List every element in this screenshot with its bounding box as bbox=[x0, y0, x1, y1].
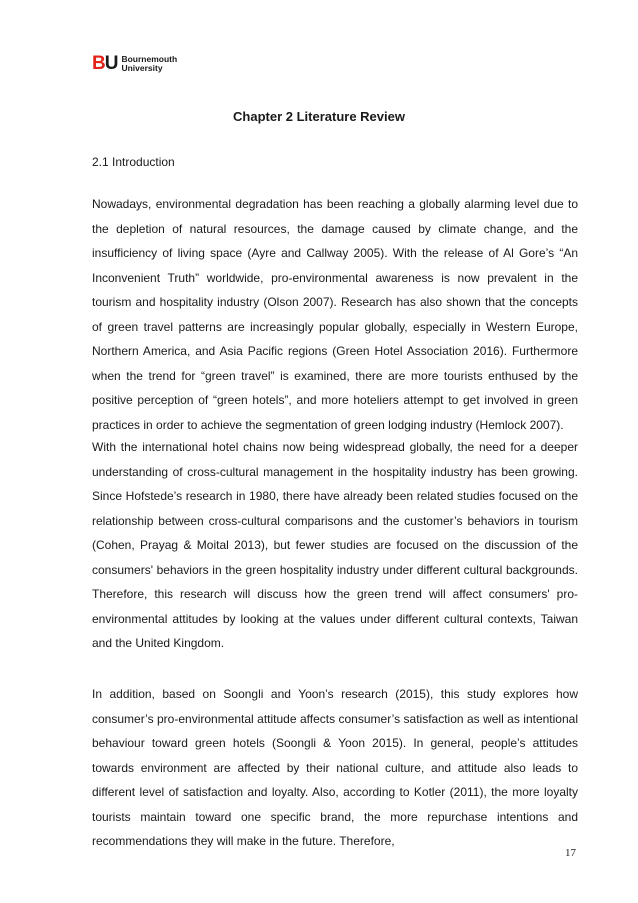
chapter-title: Chapter 2 Literature Review bbox=[233, 109, 405, 124]
body-paragraph-1: Nowadays, environmental degradation has been reaching a globally alarming level due to the depletion of natural resources, the damage caused by climate change, and the insufficiency of living space (Ayre and Callway 2005). With the release of Al Gore’s “An Inconvenient Truth” worldwide, pro-environmental awareness is now prevalent in the tourism and hospitality industry (Olson 2007). Research has also shown that the concepts of green travel patterns are increasingly popular globally, especially in Western Europe, Northern America, and Asia Pacific regions (Green Hotel Association 2016). Furthermore when the trend for “green travel” is examined, there are more tourists enthused by the positive perception of “green hotels”, and more hoteliers attempt to get involved in green practices in order to achieve the segmentation of green lodging industry (Hemlock 2007). bbox=[92, 197, 578, 432]
logo-mark bbox=[92, 54, 117, 73]
logo-mark-b: B bbox=[92, 53, 105, 74]
logo-wordmark bbox=[121, 55, 177, 73]
body-paragraph-3: In addition, based on Soongli and Yoon’s research (2015), this study explores how consumer’s pro-environmental attitude affects consumer’s satisfaction as well as intentional behaviour toward green hotels (Soongli & Yoon 2015). In general, people’s attitudes towards environment are affected by their national culture, and attitude also leads to different level of satisfaction and loyalty. Also, according to Kotler (2011), the more loyalty tourists maintain toward one specific brand, the more repurchase intentions and recommendations they will make in the future. Therefore, bbox=[92, 687, 578, 848]
page-number: 17 bbox=[565, 847, 576, 859]
logo-line-1: Bournemouth bbox=[121, 53, 178, 64]
logo-line-2: University bbox=[121, 62, 163, 73]
logo-mark-u: U bbox=[104, 53, 118, 74]
section-heading: 2.1 Introduction bbox=[92, 155, 175, 169]
body-paragraph-2: With the international hotel chains now being widespread globally, the need for a deeper understanding of cross-cultural management in the hospitality industry has been growing. Since Hofstede’s research in 1980, there have already been related studies focused on the relationship between cross-cultural comparisons and the customer’s behaviors in tourism (Cohen, Prayag & Moital 2013), but fewer studies are focused on the discussion of the consumers' behaviors in the green hospitality industry under different cultural backgrounds. Therefore, this research will discuss how the green trend will affect consumers' pro-environmental attitudes by looking at the values under different cultural contexts, Taiwan and the United Kingdom. bbox=[92, 440, 578, 650]
university-logo bbox=[92, 54, 177, 73]
